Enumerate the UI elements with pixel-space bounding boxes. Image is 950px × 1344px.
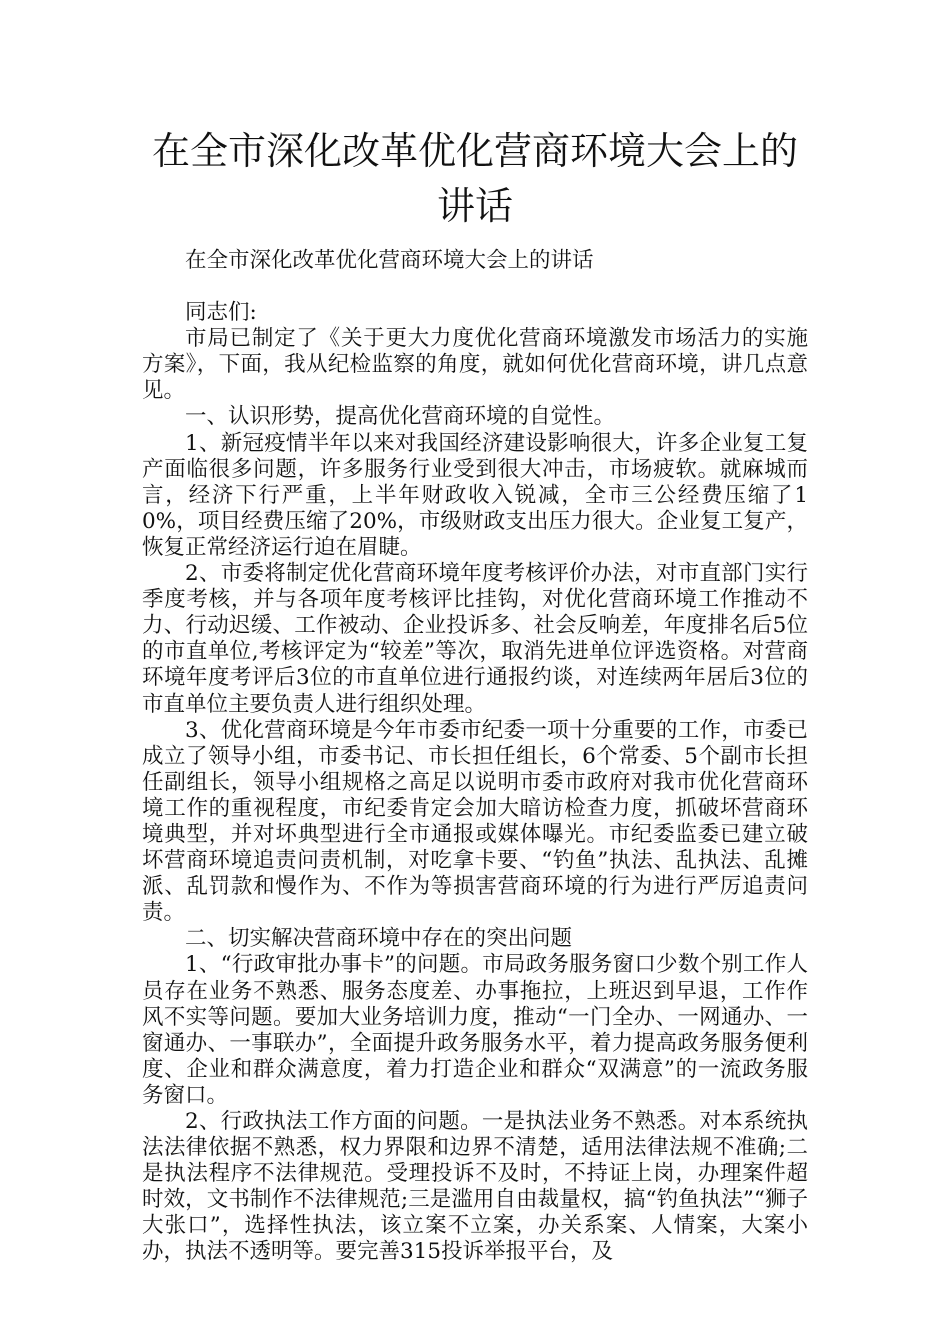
- paragraph-2-2: 2、行政执法工作方面的问题。一是执法业务不熟悉。对本系统执法法律依据不熟悉，权力界限和边界不清楚，适用法律法规不准确;二是执法程序不法律规范。受理投诉不及时，不持证上岗，办理案件超时效，文书制作不法律规范;三是滥用自由裁量权，搞“钓鱼执法”“狮子大张口”，选择性执法，该立案不立案，办关系案、人情案，大案小办，执法不透明等。要完善315投诉举报平台，及: [142, 1109, 808, 1265]
- document-title: 在全市深化改革优化营商环境大会上的讲话: [151, 129, 798, 228]
- paragraph-1-3: 3、优化营商环境是今年市委市纪委一项十分重要的工作，市委已成立了领导小组，市委书记、市长担任组长，6个常委、5个副市长担任副组长，领导小组规格之高足以说明市委市政府对我市优化营商环境工作的重视程度，市纪委肯定会加大暗访检查力度，抓破坏营商环境典型，并对坏典型进行全市通报或媒体曝光。市纪委监委已建立破坏营商环境追责问责机制，对吃拿卡要、“钓鱼”执法、乱执法、乱摊派、乱罚款和慢作为、不作为等损害营商环境的行为进行严厉追责问责。: [142, 717, 808, 926]
- document-body: [142, 248, 808, 1266]
- paragraph-1-1: 1、新冠疫情半年以来对我国经济建设影响很大，许多企业复工复产面临很多问题，许多服务行业受到很大冲击，市场疲软。就麻城而言，经济下行严重，上半年财政收入锐减，全市三公经费压缩了10%，项目经费压缩了20%，市级财政支出压力很大。企业复工复产，恢复正常经济运行迫在眉睫。: [142, 430, 808, 560]
- paragraph-intro: 市局已制定了《关于更大力度优化营商环境激发市场活力的实施方案》，下面，我从纪检监察的角度，就如何优化营商环境，讲几点意见。: [142, 326, 808, 404]
- paragraph-1-2: 2、市委将制定优化营商环境年度考核评价办法，对市直部门实行季度考核，并与各项年度考核评比挂钩，对优化营商环境工作推动不力、行动迟缓、工作被动、企业投诉多、社会反响差，年度排名后5位的市直单位,考核评定为“较差”等次，取消先进单位评选资格。对营商环境年度考评后3位的市直单位进行通报约谈，对连续两年居后3位的市直单位主要负责人进行组织处理。: [142, 561, 808, 717]
- paragraph-2-1: 1、“行政审批办事卡”的问题。市局政务服务窗口少数个别工作人员存在业务不熟悉、服务态度差、办事拖拉，上班迟到早退，工作作风不实等问题。要加大业务培训力度，推动“一门全办、一网通办、一窗通办、一事联办”，全面提升政务服务水平，着力提高政务服务便利度、企业和群众满意度，着力打造企业和群众“双满意”的一流政务服务窗口。: [142, 952, 808, 1108]
- section-heading-2: 二、切实解决营商环境中存在的突出问题: [185, 926, 573, 952]
- greeting: 同志们:: [185, 300, 257, 326]
- document-subtitle: 在全市深化改革优化营商环境大会上的讲话: [185, 248, 594, 273]
- section-heading-1: 一、认识形势，提高优化营商环境的自觉性。: [185, 404, 616, 430]
